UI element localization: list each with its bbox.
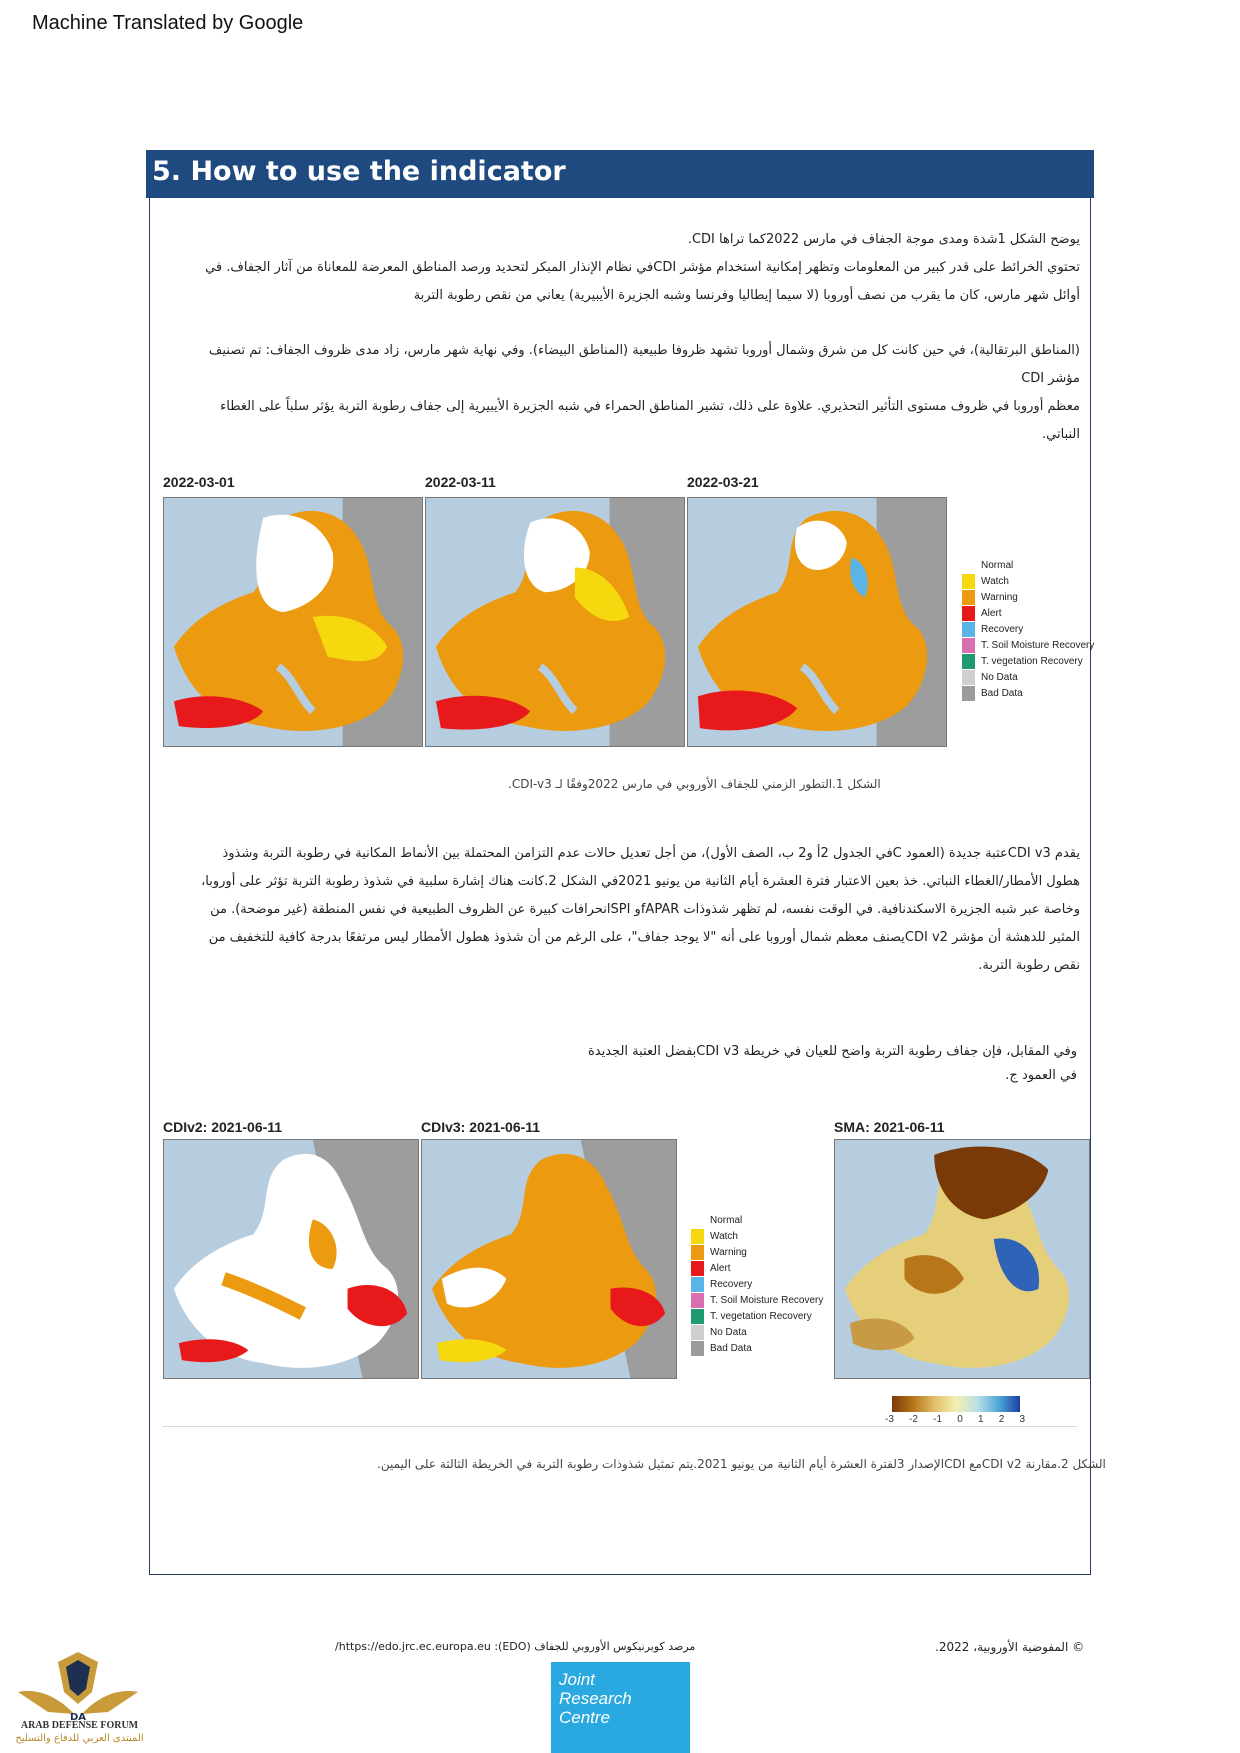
figure-2-caption: الشكل 2.مقارنة CDI v2مع CDIالإصدار 3لفترة العشرة أيام الثانية من يونيو 2021.يتم تمثيل شذوذات رطوبة التربة في الخريطة الثالثة على اليمين.	[377, 1457, 1106, 1471]
paragraph-line: وفي المقابل، فإن جفاف رطوبة التربة واضح للعيان في خريطة CDI v3بفضل العتبة الجديدة	[587, 1044, 1077, 1059]
legend-item	[691, 1260, 823, 1276]
legend-item	[691, 1244, 823, 1260]
legend-swatch	[962, 606, 975, 621]
drought-map	[163, 1139, 419, 1379]
legend-swatch	[691, 1213, 704, 1228]
legend-item	[962, 637, 1094, 653]
legend-label: Watch	[710, 1230, 738, 1242]
paragraph-line: في العمود ج.	[1005, 1068, 1077, 1083]
colorbar-tick: 2	[998, 1414, 1005, 1425]
soil-moisture-anomaly-map	[834, 1139, 1090, 1379]
drought-map	[163, 497, 423, 747]
legend-swatch	[691, 1341, 704, 1356]
legend-label: Watch	[981, 575, 1009, 587]
forum-name: ARAB DEFENSE FORUM	[20, 1720, 139, 1731]
paragraph-line: تحتوي الخرائط على قدر كبير من المعلومات وتظهر إمكانية استخدام مؤشر CDIفي نظام الإنذار المبكر لتحديد ورصد المناطق المعرضة للمعاناة من آثار الجفاف. في	[205, 260, 1080, 275]
colorbar-ticks	[885, 1414, 1025, 1425]
legend-swatch	[691, 1261, 704, 1276]
paragraph-4	[588, 1040, 1077, 1088]
section-title: 5. How to use the indicator	[152, 156, 566, 187]
jrc-logo-line: Joint	[559, 1670, 595, 1689]
legend-label: T. vegetation Recovery	[710, 1310, 812, 1322]
paragraph-line: المثير للدهشة أن مؤشر CDI v2يصنف معظم شمال أوروبا على أنه "لا يوجد جفاف"، على الرغم من أن شذوذ هطول الأمطار ليس مرتفعًا بدرجة كافية للتخفيف من	[208, 930, 1080, 945]
legend-label: Normal	[710, 1214, 743, 1226]
colorbar	[892, 1396, 1020, 1412]
legend-label: Recovery	[981, 623, 1024, 635]
legend-label: Bad Data	[710, 1342, 752, 1354]
jrc-logo-line: Centre	[559, 1708, 611, 1727]
paragraph-line: مؤشر CDI	[1021, 371, 1080, 386]
legend	[691, 1212, 823, 1356]
legend-swatch	[962, 670, 975, 685]
colorbar-tick: -3	[885, 1414, 894, 1425]
colorbar-tick: -2	[909, 1414, 918, 1425]
legend-label: Alert	[981, 607, 1002, 619]
legend-swatch	[962, 558, 975, 573]
legend-item	[691, 1212, 823, 1228]
legend-item	[962, 653, 1094, 669]
legend-item	[962, 557, 1094, 573]
legend-item	[691, 1340, 823, 1356]
paragraph-line: معظم أوروبا في ظروف مستوى التأثير التحذيري. علاوة على ذلك، تشير المناطق الحمراء في شبه الجزيرة الأيبيرية إلى جفاف رطوبة التربة يؤثر سلباً على الغطاء	[220, 399, 1080, 414]
colorbar-tick: 0	[957, 1414, 963, 1425]
paragraph-line: أوائل شهر مارس، كان ما يقرب من نصف أوروبا (لا سيما إيطاليا وفرنسا وشبه الجزيرة الأيبيرية) يعاني من نقص رطوبة التربة	[413, 288, 1080, 303]
paragraph-line: يقدم CDI v3عتبة جديدة (العمود Cفي الجدول 2أ و2 ب، الصف الأول)، من أجل تعديل حالات عدم التزامن المحتملة بين الأنماط المكانية في رطوبة التربة وشذوذ	[222, 846, 1080, 861]
colorbar-tick: 1	[977, 1414, 984, 1425]
paragraph-line: هطول الأمطار/الغطاء النباتي. خذ بعين الاعتبار فترة العشرة أيام الثانية من يونيو 2021في الشكل 2.كانت هناك إشارة سلبية في شذوذ رطوبة التربة تؤثر على أوروبا،	[201, 874, 1080, 889]
legend-swatch	[691, 1325, 704, 1340]
legend-label: Warning	[981, 591, 1018, 603]
legend	[962, 557, 1094, 701]
legend-label: T. vegetation Recovery	[981, 655, 1083, 667]
svg-text:DA: DA	[69, 1712, 87, 1723]
legend-item	[962, 685, 1094, 701]
legend-label: T. Soil Moisture Recovery	[981, 639, 1095, 651]
legend-item	[691, 1308, 823, 1324]
legend-swatch	[962, 590, 975, 605]
drought-map	[425, 497, 685, 747]
paragraph-1	[175, 226, 1080, 310]
legend-label: No Data	[710, 1326, 747, 1338]
figure-1-caption: الشكل 1.التطور الزمني للجفاف الأوروبي في مارس 2022وفقًا لـ CDI-v3.	[508, 777, 881, 791]
jrc-logo-line: Research	[559, 1689, 632, 1708]
legend-swatch	[962, 638, 975, 653]
legend-item	[962, 605, 1094, 621]
legend-swatch	[691, 1245, 704, 1260]
map-title: CDIv3: 2021-06-11	[421, 1119, 541, 1135]
legend-swatch	[962, 686, 975, 701]
legend-label: Recovery	[710, 1278, 753, 1290]
legend-swatch	[691, 1229, 704, 1244]
legend-label: Normal	[981, 559, 1014, 571]
legend-label: Alert	[710, 1262, 731, 1274]
map-date-label: 2022-03-21	[687, 474, 759, 490]
footer-edo-link[interactable]: مرصد كوبرنيكوس الأوروبي للجفاف (EDO): https://edo.jrc.ec.europa.eu/	[335, 1640, 696, 1653]
machine-translated-header: Machine Translated by Google	[32, 12, 304, 34]
paragraph-line: وخاصة عبر شبه الجزيرة الاسكندنافية. في الوقت نفسه، لم تظهر شذوذات fAPARو SPIانحرافات كبيرة عن الظروف الطبيعية في نفس المنطقة (غير موضحة). من	[210, 902, 1080, 917]
footer-copyright: © المفوضية الأوروبية، 2022.	[935, 1640, 1085, 1654]
legend-item	[962, 669, 1094, 685]
map-title: SMA: 2021-06-11	[834, 1119, 945, 1135]
paragraph-3	[175, 840, 1080, 980]
legend-swatch	[962, 654, 975, 669]
legend-item	[962, 621, 1094, 637]
legend-item	[691, 1276, 823, 1292]
legend-label: Bad Data	[981, 687, 1023, 699]
legend-label: T. Soil Moisture Recovery	[710, 1294, 824, 1306]
paragraph-2	[175, 337, 1080, 449]
legend-item	[962, 589, 1094, 605]
legend-label: Warning	[710, 1246, 747, 1258]
map-date-label: 2022-03-11	[425, 474, 496, 490]
legend-label: No Data	[981, 671, 1018, 683]
paragraph-line: يوضح الشكل 1شدة ومدى موجة الجفاف في مارس 2022كما تراها CDI.	[687, 232, 1080, 247]
forum-arabic-name: المنتدى العربي للدفاع والتسليح	[15, 1733, 144, 1744]
drought-map	[421, 1139, 677, 1379]
legend-swatch	[691, 1277, 704, 1292]
jrc-logo	[551, 1662, 690, 1753]
map-title: CDIv2: 2021-06-11	[163, 1119, 283, 1135]
legend-swatch	[691, 1309, 704, 1324]
legend-swatch	[962, 574, 975, 589]
legend-swatch	[691, 1293, 704, 1308]
legend-item	[962, 573, 1094, 589]
legend-item	[691, 1228, 823, 1244]
drought-map	[687, 497, 947, 747]
figure-divider	[162, 1426, 1077, 1427]
map-date-label: 2022-03-01	[163, 474, 235, 490]
colorbar-tick: 3	[1019, 1414, 1025, 1425]
legend-swatch	[962, 622, 975, 637]
paragraph-line: النباتي.	[1042, 427, 1080, 442]
legend-item	[691, 1292, 823, 1308]
legend-item	[691, 1324, 823, 1340]
paragraph-line: نقص رطوبة التربة.	[978, 958, 1080, 973]
paragraph-line: (المناطق البرتقالية)، في حين كانت كل من شرق وشمال أوروبا تشهد ظروفا طبيعية (المناطق البيضاء). وفي نهاية شهر مارس، زاد مدى ظروف الجفاف: تم تصنيف	[208, 343, 1080, 358]
colorbar-tick: -1	[933, 1414, 943, 1425]
